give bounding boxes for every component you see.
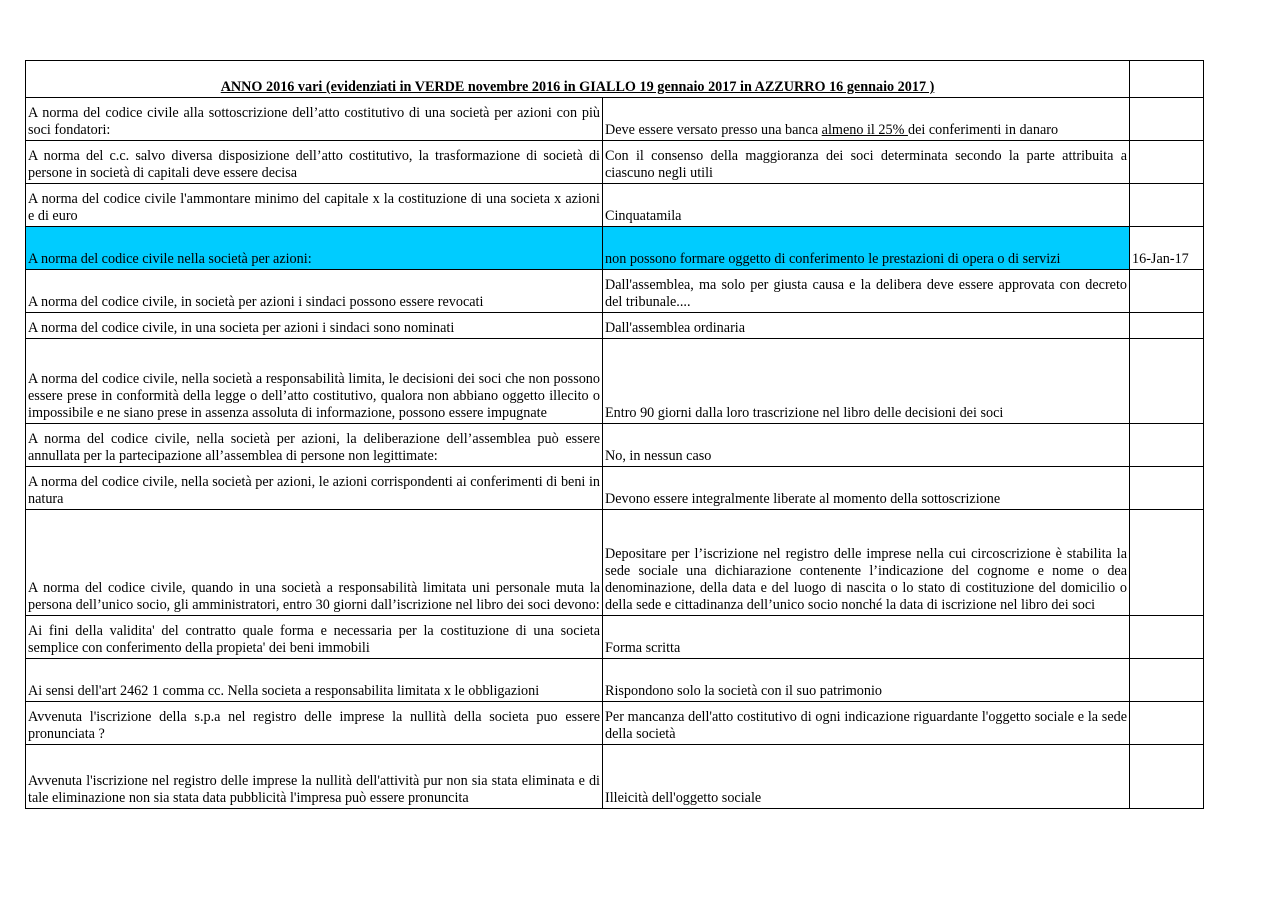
date-cell <box>1130 467 1204 510</box>
table-row <box>26 702 1204 745</box>
highlighted-row <box>26 227 1204 270</box>
answer-cell: Devono essere integralmente liberate al momento della sottoscrizione <box>603 467 1130 510</box>
question-cell: A norma del c.c. salvo diversa disposizione dell’atto costitutivo, la trasformazione di società di persone in società di capitali deve essere decisa <box>26 141 603 184</box>
table-row <box>26 141 1204 184</box>
question-cell: A norma del codice civile nella società per azioni: <box>26 227 603 270</box>
answer-cell: No, in nessun caso <box>603 424 1130 467</box>
table-row <box>26 313 1204 339</box>
date-cell <box>1130 313 1204 339</box>
table-row <box>26 467 1204 510</box>
question-cell: A norma del codice civile, nella società per azioni, la deliberazione dell’assemblea può essere annullata per la partecipazione all’assemblea di persone non legittimate: <box>26 424 603 467</box>
question-cell: Ai sensi dell'art 2462 1 comma cc. Nella societa a responsabilita limitata x le obbligazioni <box>26 659 603 702</box>
question-cell: A norma del codice civile, nella società per azioni, le azioni corrispondenti ai conferimenti di beni in natura <box>26 467 603 510</box>
table-row <box>26 510 1204 616</box>
table-row <box>26 270 1204 313</box>
question-cell: Avvenuta l'iscrizione nel registro delle imprese la nullità dell'attività pur non sia stata eliminata e di tale eliminazione non sia stata data pubblicità l'impresa può essere pronuncita <box>26 745 603 809</box>
answer-cell: Entro 90 giorni dalla loro trascrizione nel libro delle decisioni dei soci <box>603 339 1130 424</box>
date-cell <box>1130 184 1204 227</box>
date-cell <box>1130 659 1204 702</box>
date-cell <box>1130 702 1204 745</box>
answer-cell: Rispondono solo la società con il suo patrimonio <box>603 659 1130 702</box>
table-row <box>26 424 1204 467</box>
question-cell: Avvenuta l'iscrizione della s.p.a nel registro delle imprese la nullità della societa puo essere pronunciata ? <box>26 702 603 745</box>
date-cell <box>1130 616 1204 659</box>
table-row <box>26 339 1204 424</box>
table-row <box>26 98 1204 141</box>
date-cell <box>1130 270 1204 313</box>
date-cell <box>1130 510 1204 616</box>
date-cell: 16-Jan-17 <box>1130 227 1204 270</box>
date-cell <box>1130 424 1204 467</box>
question-cell: A norma del codice civile, quando in una società a responsabilità limitata uni personale muta la persona dell’unico socio, gli amministratori, entro 30 giorni dall’iscrizione nel libro dei soci devono: <box>26 510 603 616</box>
answer-cell: Depositare per l’iscrizione nel registro delle imprese nella cui circoscrizione è stabilita la sede sociale una dichiarazione contenente l’indicazione del cognome e nome o dea denominazione, della data e del luogo di nascita o lo stato di costituzione del domicilio o della sede e cittadinanza dell’unico socio nonché la data di iscrizione nel libro dei soci <box>603 510 1130 616</box>
table-row <box>26 616 1204 659</box>
date-cell <box>1130 141 1204 184</box>
answer-text-end: dei conferimenti in danaro <box>907 122 1059 138</box>
answer-cell: Dall'assemblea, ma solo per giusta causa e la delibera deve essere approvata con decreto del tribunale.... <box>603 270 1130 313</box>
question-cell: A norma del codice civile, in una societa per azioni i sindaci sono nominati <box>26 313 603 339</box>
answer-cell: Con il consenso della maggioranza dei soci determinata secondo la parte attribuita a ciascuno negli utili <box>603 141 1130 184</box>
table-row <box>26 659 1204 702</box>
title-date-cell <box>1130 61 1204 98</box>
sheet-title: ANNO 2016 vari (evidenziati in VERDE novembre 2016 in GIALLO 19 gennaio 2017 in AZZURRO 16 gennaio 2017 ) <box>26 61 1130 98</box>
date-cell <box>1130 339 1204 424</box>
quiz-table <box>25 60 1204 809</box>
date-cell <box>1130 745 1204 809</box>
table-row <box>26 745 1204 809</box>
answer-cell: Forma scritta <box>603 616 1130 659</box>
question-cell: A norma del codice civile l'ammontare minimo del capitale x la costituzione di una societa x azioni e di euro <box>26 184 603 227</box>
question-cell: A norma del codice civile, in società per azioni i sindaci possono essere revocati <box>26 270 603 313</box>
answer-cell: Cinquatamila <box>603 184 1130 227</box>
question-cell: A norma del codice civile alla sottoscrizione dell’atto costitutivo di una società per azioni con più soci fondatori: <box>26 98 603 141</box>
answer-cell: Illeicità dell'oggetto sociale <box>603 745 1130 809</box>
date-cell <box>1130 98 1204 141</box>
answer-cell: non possono formare oggetto di conferimento le prestazioni di opera o di servizi <box>603 227 1130 270</box>
table-row <box>26 184 1204 227</box>
answer-text: Deve essere versato presso una banca <box>605 122 822 138</box>
title-row <box>26 61 1204 98</box>
answer-cell <box>603 98 1130 141</box>
answer-cell: Per mancanza dell'atto costitutivo di ogni indicazione riguardante l'oggetto sociale e la sede della società <box>603 702 1130 745</box>
question-cell: A norma del codice civile, nella società a responsabilità limita, le decisioni dei soci che non possono essere prese in conformità della legge o dell’atto costitutivo, qualora non abbiano oggetto illecito o impossibile e ne siano prese in assenza assoluta di informazione, possono essere impugnate <box>26 339 603 424</box>
question-cell: Ai fini della validita' del contratto quale forma e necessaria per la costituzione di una societa semplice con conferimento della propieta' dei beni immobili <box>26 616 603 659</box>
answer-cell: Dall'assemblea ordinaria <box>603 313 1130 339</box>
answer-underlined-text: almeno il 25% <box>821 122 908 138</box>
